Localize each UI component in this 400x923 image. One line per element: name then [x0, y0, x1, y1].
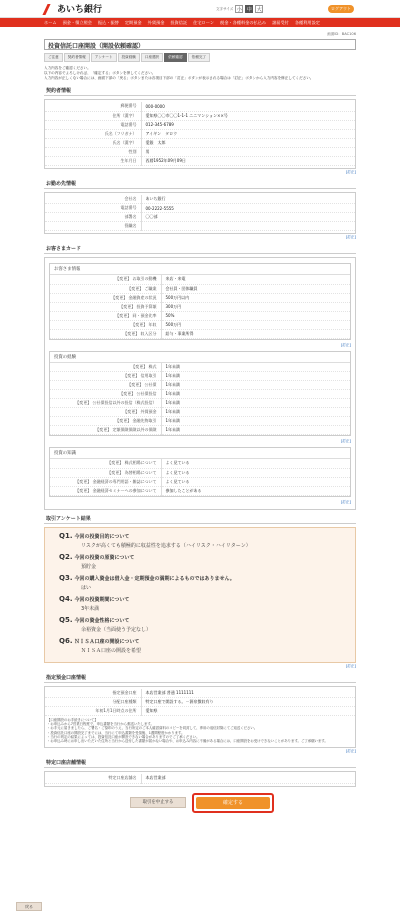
row-value: 1年未満 [165, 373, 181, 378]
branch-section-title: 特定口座店舗情報 [44, 758, 356, 768]
row-label: 【変更】 金融経済セミナーへの参加について [50, 486, 161, 495]
table-row [50, 284, 350, 293]
row-label: 役職名 [45, 222, 141, 231]
row-value: 000-0000 [145, 103, 165, 109]
survey-answer: 預貯金 [81, 563, 97, 570]
row-label: 郵便番号 [45, 102, 141, 111]
row-value: 1年未満 [165, 391, 181, 396]
row-label: 【変更】 お取引の動機 [50, 275, 161, 284]
row-label: 【変更】 為替相場について [50, 468, 161, 477]
row-label: 年初1月1日時点の住所 [45, 707, 141, 716]
customer-info-title: お客さま情報 [50, 264, 350, 275]
edit-survey-link[interactable]: [訂正] [346, 663, 356, 668]
question-text: ＮＩＳＡ口座の開設について [74, 638, 140, 645]
survey-answer: はい [81, 584, 92, 591]
edit-contract-link[interactable]: [訂正] [346, 169, 356, 174]
nav-notifications[interactable]: 諸届受付 [272, 19, 289, 25]
knowledge-box [49, 447, 351, 497]
survey-question [59, 616, 341, 624]
row-label: 【変更】 投資予算額 [50, 302, 161, 311]
row-value: よく見ている [165, 469, 190, 475]
survey-item [59, 616, 341, 633]
experience-table [50, 363, 350, 436]
survey-question [59, 553, 341, 561]
experience-title: 投資の経験 [50, 352, 350, 363]
row-value: あいち銀行 [145, 195, 166, 201]
step: 投資経験 [118, 53, 140, 62]
row-label: 性別 [45, 147, 141, 156]
note-line: ・当行の判定の結果によっては、投資信託口座が開設できない場合がありますのでご了承ください。 [47, 734, 200, 739]
row-label: 【変更】 年収 [50, 320, 161, 329]
logout-button[interactable]: ログアウト [328, 5, 354, 13]
work-table [45, 195, 355, 232]
row-value: 500万円以内 [165, 294, 190, 300]
row-label: 【変更】 ご職業 [50, 284, 161, 293]
table-row [50, 275, 350, 284]
step: 契約者情報 [64, 53, 90, 62]
survey-item [59, 532, 341, 549]
table-row [50, 363, 350, 372]
row-value: 1年未満 [165, 418, 181, 423]
header [0, 0, 400, 18]
step-current: 依頼確認 [164, 53, 186, 62]
table-row [50, 293, 350, 302]
row-label: 【変更】 金融先物取引 [50, 417, 161, 426]
survey-question [59, 574, 341, 582]
question-text: 今回の投資期間について [74, 596, 130, 603]
question-number: Q1. [59, 531, 73, 540]
experience-box [49, 351, 351, 437]
row-value: 500万円 [165, 321, 182, 327]
row-label: 【変更】 収入区分 [50, 329, 161, 338]
table-row [45, 222, 355, 231]
survey-answer: 3年未満 [81, 605, 100, 612]
row-value: 来店・来電 [165, 276, 186, 282]
question-number: Q2. [59, 552, 73, 561]
intro-text [44, 66, 356, 81]
table-row [50, 486, 350, 495]
row-label: 【変更】 金融資産の状況 [50, 293, 161, 302]
contract-section-title: 契約者情報 [44, 86, 356, 96]
card-section-title: お客さまカード [44, 244, 356, 254]
edit-label: 訂正 [342, 439, 350, 443]
nav-investment-trust[interactable]: 投資信託 [170, 19, 188, 25]
account-box [44, 686, 356, 749]
table-row [50, 372, 350, 381]
knowledge-table [50, 459, 350, 496]
row-label: 【変更】 公社債 [50, 381, 161, 390]
table-row [45, 129, 355, 138]
table-row [45, 698, 355, 707]
survey-item [59, 574, 341, 591]
bank-logo[interactable] [44, 2, 102, 15]
notes-title: 【口座開設のお手続きについて】 [47, 718, 98, 722]
survey-answer: ＮＩＳＡ口座の開設を希望 [81, 647, 142, 654]
global-nav [0, 18, 400, 27]
table-row [50, 311, 350, 320]
edit-work-link[interactable]: [訂正] [346, 235, 356, 239]
edit-knowledge-link[interactable]: [訂正] [341, 499, 351, 504]
row-label: 【変更】 公社債投信 [50, 390, 161, 399]
table-row [45, 689, 355, 698]
row-label: 【変更】 同・預金比率 [50, 311, 161, 320]
work-box [44, 192, 356, 235]
row-label: 【変更】 信用取引 [50, 372, 161, 381]
back-button[interactable]: 戻る [16, 902, 42, 911]
nav-transfer[interactable]: 振込・振替 [97, 19, 119, 25]
table-row [45, 111, 355, 120]
row-value: 〇〇部 [145, 214, 158, 219]
edit-label: 訂正 [347, 749, 355, 754]
work-section-title: お勤め先情報 [44, 179, 356, 189]
row-value: 50% [165, 313, 175, 318]
question-number: Q6. [59, 636, 73, 645]
table-row [50, 417, 350, 426]
survey-question [59, 595, 341, 603]
row-value: よく見ている [165, 460, 190, 466]
row-label: 氏名（フリガナ） [45, 129, 141, 138]
row-label: 氏名（漢字） [45, 138, 141, 147]
font-size-medium-button[interactable]: 中 [246, 6, 252, 13]
nav-tax-payment[interactable]: 税金・各種料金の払込み [220, 19, 267, 25]
edit-experience-link[interactable]: [訂正] [341, 439, 351, 443]
table-row [50, 468, 350, 477]
table-row [45, 195, 355, 204]
row-value: アイギン タロウ [145, 130, 178, 136]
row-value: 1年未満 [165, 427, 181, 432]
survey-item [59, 553, 341, 570]
table-row [50, 390, 350, 399]
nav-balance[interactable]: 預金・積立照会 [62, 19, 92, 25]
row-value: 男 [145, 148, 150, 154]
question-text: 今回の購入資金は借入金・定期預金の満期によるものではありません。 [74, 575, 235, 582]
question-number: Q5. [59, 615, 73, 624]
cancel-transaction-button[interactable]: 取引を中止する [130, 797, 186, 808]
intro-line: 以下の内容でよろしければ、「確定する」ボタンを押してください。 [44, 71, 156, 75]
question-number: Q4. [59, 594, 73, 603]
table-row [50, 329, 350, 338]
row-value: 愛銀 太郎 [145, 139, 166, 145]
row-label: 部署名 [45, 213, 141, 222]
table-row [45, 774, 355, 783]
survey-section-title: 取引アンケート結果 [44, 514, 356, 524]
row-label: 電話番号 [45, 120, 141, 129]
font-size-small-button[interactable]: 小 [236, 6, 242, 13]
step: アンケート [91, 53, 117, 62]
survey-answer: リスクが高くても積極的に収益性を追求する（ハイリスク・ハイリターン） [81, 542, 251, 549]
question-number: Q3. [59, 573, 73, 582]
row-value: 給与・事業所得 [165, 330, 194, 336]
table-row [45, 102, 355, 111]
branch-table [45, 774, 355, 784]
question-text: 今回の投資目的について [74, 533, 130, 540]
row-value: 本店営業部 [145, 775, 166, 781]
survey-answer: 余裕資金（当面使う予定なし） [81, 626, 152, 633]
row-label: 【変更】 株式 [50, 363, 161, 372]
survey-question [59, 532, 341, 540]
table-row [50, 477, 350, 486]
table-row [50, 426, 350, 435]
table-row [45, 204, 355, 213]
row-value: 本店営業部 普通 1111111 [145, 689, 194, 695]
row-value: 1年未満 [165, 363, 181, 369]
step: ご注意 [44, 53, 63, 62]
row-value: 愛知県 [145, 708, 158, 713]
nav-home[interactable]: ホーム [44, 19, 57, 25]
font-size-large-button[interactable]: 大 [256, 6, 262, 13]
account-section-title: 指定預金口座情報 [44, 673, 356, 683]
edit-label: 訂正 [347, 235, 355, 239]
page-title: 投資信託口座開設（開設依頼確認） [44, 39, 356, 50]
table-row [50, 320, 350, 329]
row-value: 参加したことがある [165, 487, 202, 493]
step: 依頼完了 [188, 53, 210, 62]
question-text: 今回の資金性格について [74, 617, 130, 624]
edit-label: 訂正 [347, 663, 355, 668]
note-line: ・お申込みから7営業日程度で、申込書類を当行から郵送いたします。 [47, 722, 154, 727]
row-value: 会社員・団体職員 [165, 285, 198, 291]
step: 口座選択 [141, 53, 163, 62]
row-label: 【変更】 株式相場について [50, 459, 161, 468]
row-label: 【変更】 金融経済の専門用語・雑誌について [50, 477, 161, 486]
row-value: 特定口座で開設する。－源泉徴収有り [145, 699, 214, 704]
intro-line: 入力内容が正しくない場合には、画面下部の「戻る」ボタンまたは各項目下部の「訂正」ボタンが表示される場合は「訂正」ボタンから入力内容を修正してください。 [44, 76, 314, 80]
nav-housing-loan[interactable]: 住宅ローン [193, 19, 215, 25]
row-label: 特定口座店舗名 [45, 774, 141, 783]
row-value: 012-345-6789 [145, 122, 174, 127]
font-size-label: 文字サイズ [216, 6, 234, 11]
nav-settings[interactable]: 各種利用設定 [294, 19, 320, 25]
nav-time-deposit[interactable]: 定期預金 [124, 19, 142, 25]
row-label: 【変更】 公社債投信以外の投信（株式投信） [50, 399, 161, 408]
edit-label: 訂正 [347, 169, 355, 174]
table-row [45, 147, 355, 156]
account-table [45, 689, 355, 717]
edit-label: 訂正 [342, 499, 350, 504]
question-text: 今回の投資の原資について [74, 554, 135, 561]
contract-table [45, 102, 355, 166]
survey-question [59, 637, 341, 645]
row-value: 1年未満 [165, 409, 181, 414]
account-notes [45, 716, 355, 745]
row-value: 1年未満 [165, 400, 181, 405]
table-row [45, 138, 355, 147]
survey-item [59, 595, 341, 612]
edit-label: 訂正 [342, 342, 350, 347]
table-row [50, 399, 350, 408]
table-row [45, 213, 355, 222]
customer-info-table [50, 275, 350, 339]
table-row [45, 707, 355, 716]
note-line: ・お手元に届きましたら、ご署名・ご捺印のうえ、当行所定のご本人確認資料のコピーを同封して、専用の返信封筒にてご返送ください。 [47, 726, 258, 731]
intro-line: 入力内容をご確認ください。 [44, 66, 91, 70]
nav-foreign-deposit[interactable]: 外貨預金 [147, 19, 165, 25]
edit-account-link[interactable]: [訂正] [346, 749, 356, 754]
row-label: 生年月日 [45, 156, 141, 165]
row-value: 00-2222-5555 [145, 205, 174, 211]
row-value: 愛知県〇〇市〇〇1-1-1 ニニマンション××号 [145, 112, 228, 118]
edit-customer-link[interactable]: [訂正] [341, 342, 351, 347]
branch-box [44, 771, 356, 787]
survey-item [59, 637, 341, 654]
logo-mark-icon [44, 3, 54, 15]
row-value [141, 222, 355, 231]
row-label: 指定預金口座 [45, 689, 141, 698]
card-box [44, 257, 356, 510]
table-row [50, 381, 350, 390]
table-row [45, 156, 355, 165]
table-row [50, 302, 350, 311]
row-value: 西暦1952年09月09日 [145, 157, 186, 163]
row-value: よく見ている [165, 478, 190, 484]
screen-id: 画面ID：BAC106 [327, 32, 356, 36]
progress-steps [44, 53, 356, 62]
row-label: 分配口座種類 [45, 698, 141, 707]
font-size-selector [216, 5, 263, 13]
row-label: 住所（漢字） [45, 111, 141, 120]
survey-box [44, 527, 356, 663]
main-content [44, 32, 356, 817]
confirm-button-frame [192, 793, 274, 813]
confirm-button[interactable]: 確定する [196, 797, 270, 809]
table-row [45, 120, 355, 129]
customer-info-box [49, 263, 351, 340]
row-value: 1年未満 [165, 382, 181, 387]
row-label: 会社名 [45, 195, 141, 204]
row-value: 300万円 [165, 303, 182, 309]
table-row [50, 459, 350, 468]
row-label: 【変更】 定額保険保険以外の保険 [50, 426, 161, 435]
note-line: ・お申込み時にお申し出いただいた住所と当行から送付した書類が届かない場合や、お申込み内容に不備がある場合には、口座開設をお受けできないことがあります。ご了承願います。 [47, 739, 328, 744]
table-row [50, 408, 350, 417]
row-label: 電話番号 [45, 204, 141, 213]
contract-box [44, 99, 356, 169]
knowledge-title: 投資の知識 [50, 448, 350, 459]
button-area [44, 793, 356, 817]
logo-text: あいち銀行 [57, 5, 103, 15]
row-label: 【変更】 外貨預金 [50, 408, 161, 417]
note-line: ・投資信託口座の開設完了までには、当行にて申込書類を受領後、1週間程度かかります。 [47, 730, 185, 735]
